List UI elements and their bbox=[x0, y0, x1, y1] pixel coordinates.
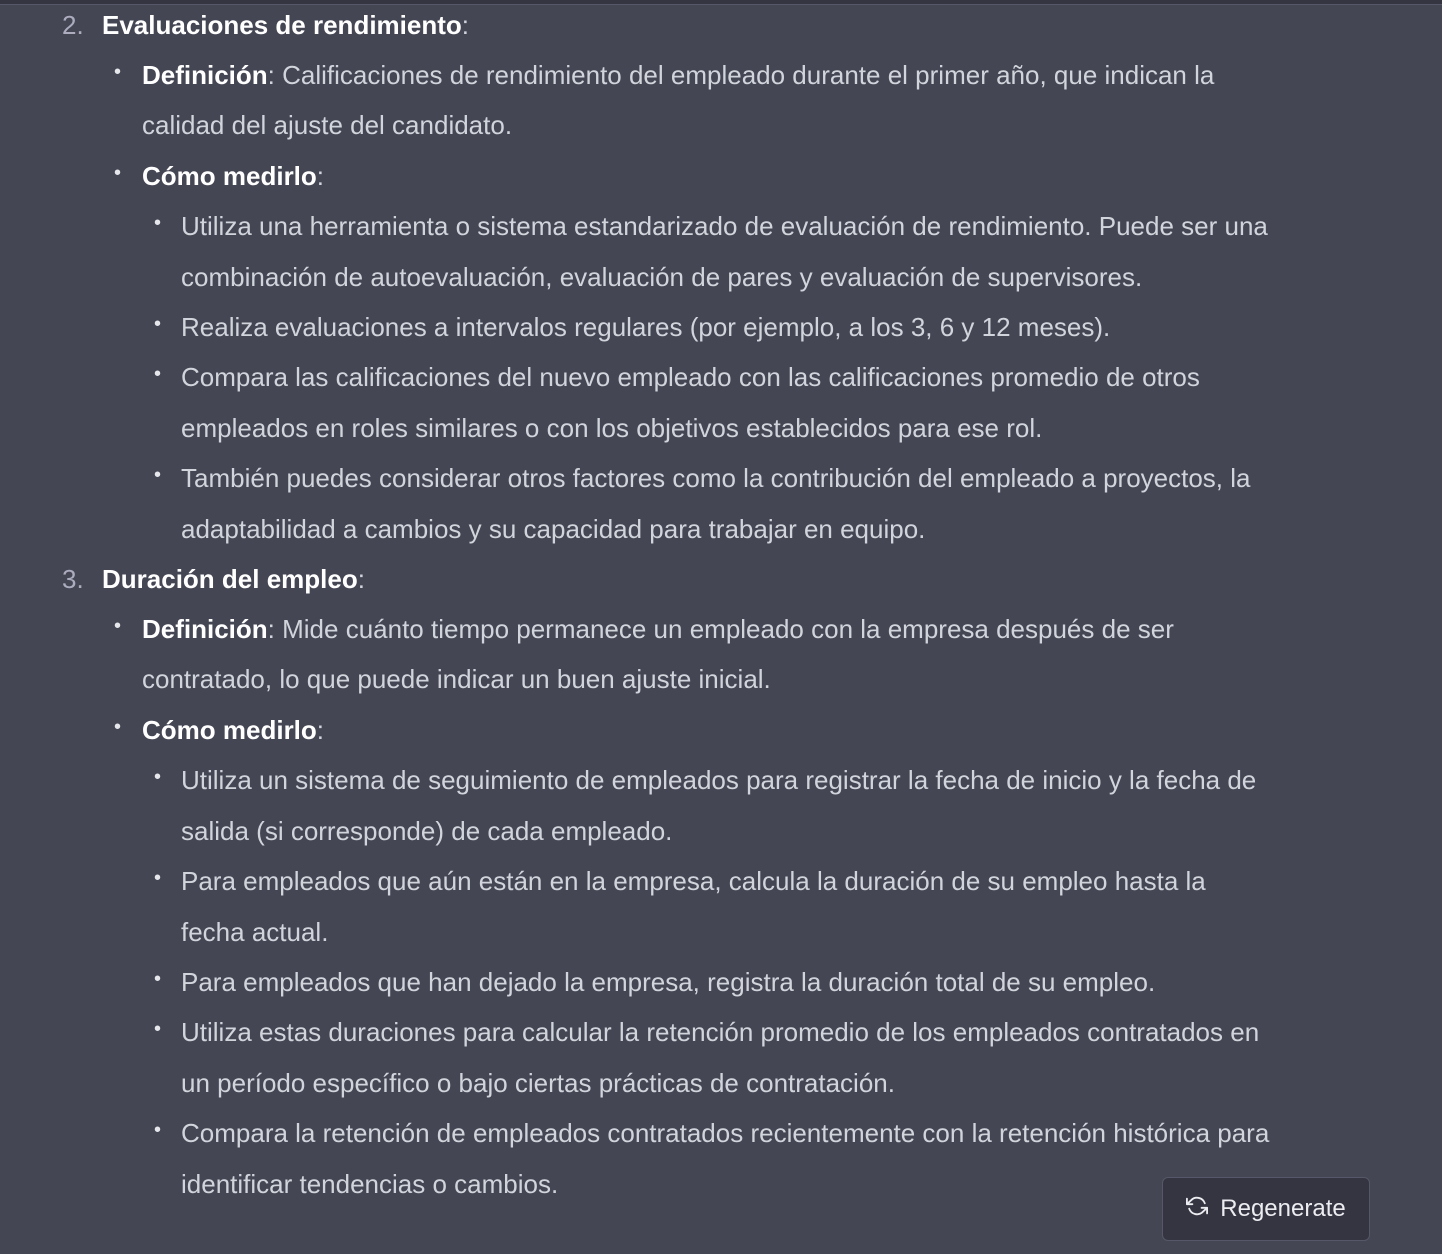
list-item bbox=[62, 957, 1272, 1007]
bullet-icon: • bbox=[154, 313, 162, 336]
list-number: 3. bbox=[62, 564, 84, 595]
regenerate-label: Regenerate bbox=[1220, 1195, 1346, 1222]
list-item-text: Compara las calificaciones del nuevo empleado con las calificaciones promedio de otros empleados en roles similares o con los objetivos establecidos para ese rol. bbox=[181, 362, 1200, 443]
measure-label: Cómo medirlo bbox=[142, 160, 317, 191]
list-item bbox=[62, 453, 1272, 554]
colon: : bbox=[316, 160, 325, 191]
list-item-text: Utiliza un sistema de seguimiento de empleados para registrar la fecha de inicio y la fecha de salida (si corresponde) de cada empleado. bbox=[181, 765, 1257, 846]
list-item-text: Realiza evaluaciones a intervalos regulares (por ejemplo, a los 3, 6 y 12 meses). bbox=[181, 312, 1111, 343]
definition-text: Mide cuánto tiempo permanece un empleado con la empresa después de ser contratado, lo que puede indicar un buen ajuste inicial. bbox=[142, 614, 1174, 695]
measure-item bbox=[62, 151, 1272, 201]
bullet-icon: • bbox=[154, 766, 162, 789]
bullet-icon: • bbox=[114, 161, 122, 184]
bullet-icon: • bbox=[154, 363, 162, 386]
bullet-icon: • bbox=[154, 867, 162, 890]
colon: : bbox=[267, 60, 283, 90]
refresh-icon bbox=[1186, 1195, 1208, 1224]
section-heading bbox=[62, 554, 1272, 604]
list-item-text: Para empleados que aún están en la empresa, calcula la duración de su empleo hasta la fecha actual. bbox=[181, 866, 1206, 947]
definition-text: Calificaciones de rendimiento del empleado durante el primer año, que indican la calidad del ajuste del candidato. bbox=[142, 60, 1215, 141]
list-item bbox=[62, 1108, 1272, 1209]
section-heading bbox=[62, 0, 1272, 50]
definition-label: Definición bbox=[142, 60, 268, 90]
bullet-icon: • bbox=[114, 615, 122, 638]
list-number: 2. bbox=[62, 10, 84, 40]
section-title: Evaluaciones de rendimiento bbox=[102, 10, 462, 40]
definition-item bbox=[62, 50, 1272, 151]
bullet-icon: • bbox=[154, 212, 162, 235]
list-item-text: Utiliza estas duraciones para calcular la retención promedio de los empleados contratados en un período específico o bajo ciertas prácticas de contratación. bbox=[181, 1017, 1260, 1098]
section-performance-reviews bbox=[62, 0, 1272, 554]
list-item bbox=[62, 302, 1272, 352]
regenerate-button[interactable] bbox=[1162, 1177, 1370, 1241]
list-item bbox=[62, 1007, 1272, 1108]
bullet-icon: • bbox=[114, 61, 122, 83]
list-item bbox=[62, 755, 1272, 856]
colon: : bbox=[267, 614, 283, 645]
list-item bbox=[62, 352, 1272, 453]
colon: : bbox=[357, 564, 365, 595]
list-item-text: Para empleados que han dejado la empresa, registra la duración total de su empleo. bbox=[181, 966, 1156, 997]
bullet-icon: • bbox=[114, 715, 122, 738]
list-item-text: Compara la retención de empleados contratados recientemente con la retención histórica para identificar tendencias o cambios. bbox=[181, 1118, 1270, 1199]
bullet-icon: • bbox=[154, 1018, 162, 1041]
list-item-text: Utiliza una herramienta o sistema estandarizado de evaluación de rendimiento. Puede ser una combinación de autoevaluación, evaluación de pares y evaluación de supervisores. bbox=[181, 211, 1268, 292]
bullet-icon: • bbox=[154, 967, 162, 990]
bullet-icon: • bbox=[154, 1119, 162, 1142]
section-employment-duration bbox=[62, 554, 1272, 1209]
bullet-icon: • bbox=[154, 464, 162, 487]
measure-label: Cómo medirlo bbox=[142, 714, 317, 745]
section-title: Duración del empleo bbox=[102, 564, 358, 595]
definition-label: Definición bbox=[142, 614, 268, 645]
list-item-text: También puedes considerar otros factores como la contribución del empleado a proyectos, la adaptabilidad a cambios y su capacidad para trabajar en equipo. bbox=[181, 463, 1251, 544]
measure-item bbox=[62, 705, 1272, 755]
list-item bbox=[62, 201, 1272, 302]
colon: : bbox=[461, 10, 470, 40]
colon: : bbox=[316, 714, 325, 745]
list-item bbox=[62, 856, 1272, 957]
assistant-message bbox=[62, 0, 1272, 1209]
definition-item bbox=[62, 604, 1272, 705]
